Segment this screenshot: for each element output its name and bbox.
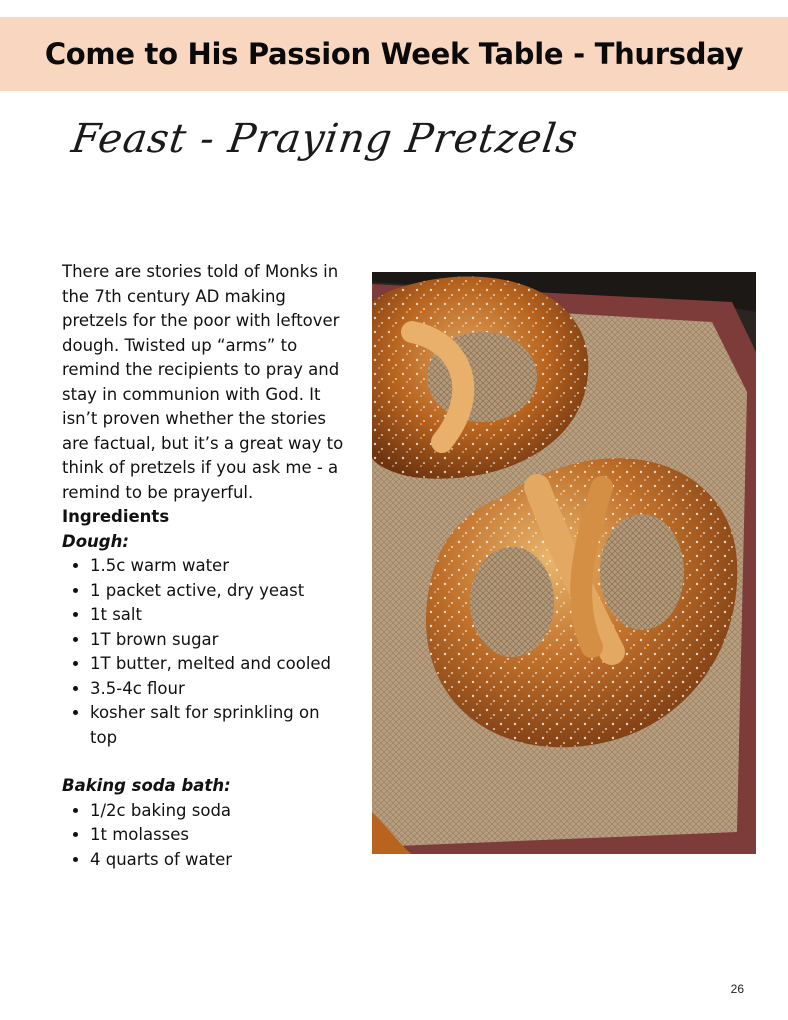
dough-subheading: Dough: bbox=[62, 531, 129, 551]
feast-title: Feast - Praying Pretzels bbox=[68, 116, 582, 162]
list-item: • 1/2c baking soda bbox=[90, 799, 347, 824]
list-item: • 1.5c warm water bbox=[90, 554, 347, 579]
page-number: 26 bbox=[730, 982, 744, 996]
pretzel-photo bbox=[372, 272, 756, 854]
list-item: • 1 packet active, dry yeast bbox=[90, 579, 347, 604]
list-item: • 3.5-4c flour bbox=[90, 677, 347, 702]
page-title: Come to His Passion Week Table - Thursday bbox=[44, 37, 744, 71]
bath-list bbox=[62, 799, 347, 873]
ingredients-heading: Ingredients bbox=[62, 507, 170, 526]
list-item: • kosher salt for sprinkling on top bbox=[90, 701, 347, 750]
recipe-text bbox=[62, 260, 347, 872]
list-item: • 4 quarts of water bbox=[90, 848, 347, 873]
list-item: • 1T brown sugar bbox=[90, 628, 347, 653]
dough-list bbox=[62, 554, 347, 750]
header-banner bbox=[0, 17, 788, 91]
list-item: • 1T butter, melted and cooled bbox=[90, 652, 347, 677]
list-item: • 1t salt bbox=[90, 603, 347, 628]
intro-paragraph: There are stories told of Monks in the 7th century AD making pretzels for the poor with leftover dough. Twisted up “arms” to remind the recipients to pray and stay in communion with God. It isn’t proven whether the stories are factual, but it’s a great way to think of pretzels if you ask me - a remind to be prayerful. bbox=[62, 262, 344, 502]
list-item: • 1t molasses bbox=[90, 823, 347, 848]
bath-subheading: Baking soda bath: bbox=[62, 776, 231, 795]
